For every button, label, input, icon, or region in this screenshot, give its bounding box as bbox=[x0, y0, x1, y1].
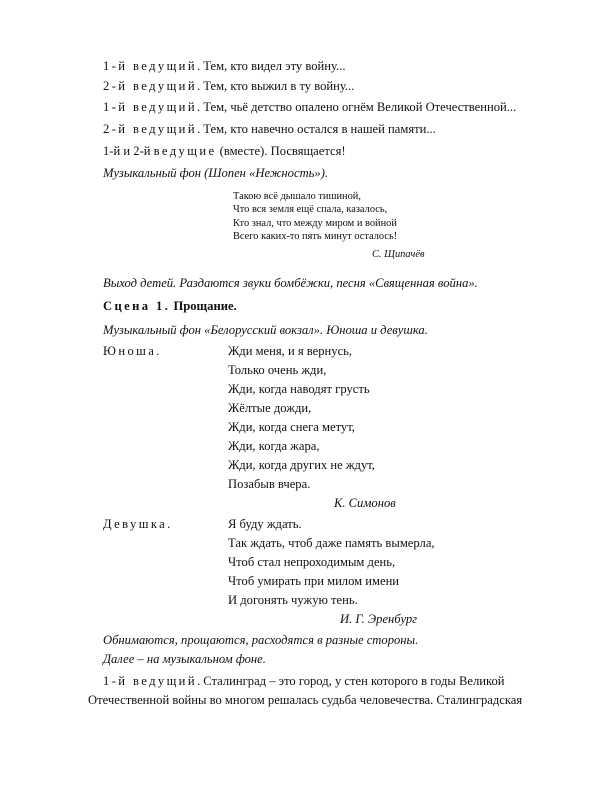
line-text: . Тем, кто навечно остался в нашей памяти... bbox=[196, 122, 436, 136]
poem-author: И. Г. Эренбург bbox=[340, 612, 418, 626]
poem-line: Жди, когда других не ждут, bbox=[228, 458, 375, 472]
line-text: . Тем, кто видел эту войну... bbox=[196, 59, 346, 73]
intro-line-5 bbox=[103, 143, 346, 159]
scene-title: Прощание. bbox=[173, 299, 237, 313]
line-text: (вместе). Посвящается! bbox=[219, 144, 346, 158]
stage-direction: Далее – на музыкальном фоне. bbox=[103, 652, 266, 666]
poem-line: И догонять чужую тень. bbox=[228, 593, 358, 607]
scene-label: Сцена 1. bbox=[103, 299, 171, 313]
line-text: . Сталинград – это город, у стен которого в годы Великой bbox=[196, 674, 505, 688]
poem-line: Жди меня, и я вернусь, bbox=[228, 344, 353, 358]
speaker: ведущие bbox=[153, 144, 217, 158]
stage-direction: Обнимаются, прощаются, расходятся в разные стороны. bbox=[103, 633, 419, 647]
speaker: 1-й ведущий bbox=[103, 674, 197, 688]
poem-line: Я буду ждать. bbox=[228, 517, 302, 531]
speaker: 1-й ведущий bbox=[103, 100, 197, 114]
poem-line: Жди, когда снега метут, bbox=[228, 420, 355, 434]
intro-line-2 bbox=[103, 78, 354, 94]
intro-line-3 bbox=[103, 99, 516, 115]
poem-line: Чтоб умирать при милом имени bbox=[228, 574, 400, 588]
epigraph-line: Такою всё дышало тишиной, bbox=[233, 191, 361, 202]
epigraph-line: Всего каких-то пять минут осталось! bbox=[233, 231, 398, 243]
poem-line: Позабыв вчера. bbox=[228, 477, 311, 491]
poem-line: Жёлтые дожди, bbox=[228, 401, 312, 415]
epigraph-line: Что вся земля ещё спала, казалось, bbox=[233, 204, 388, 216]
scene-heading bbox=[103, 298, 237, 314]
epigraph-author: С. Щипачёв bbox=[372, 249, 425, 260]
final-paragraph-line-2: Отечественной войны во многом решалась судьба человечества. Сталинградская bbox=[88, 693, 523, 707]
role-youth: Юноша. bbox=[103, 344, 162, 358]
line-text: . Тем, кто выжил в ту войну... bbox=[196, 79, 355, 93]
poem-line: Жди, когда жара, bbox=[228, 439, 320, 453]
stage-direction-exit: Выход детей. Раздаются звуки бомбёжки, песня «Священная война». bbox=[103, 276, 478, 290]
speaker-prefix: 1-й и 2-й bbox=[103, 144, 151, 158]
speaker: 2-й ведущий bbox=[103, 122, 197, 136]
poem-line: Так ждать, чтоб даже память вымерла, bbox=[228, 536, 435, 550]
music-cue-2: Музыкальный фон «Белорусский вокзал». Юноша и девушка. bbox=[103, 323, 428, 337]
poem-line: Чтоб стал непроходимым день, bbox=[228, 555, 396, 569]
intro-line-4 bbox=[103, 121, 436, 137]
line-text: . Тем, чьё детство опалено огнём Великой Отечественной... bbox=[196, 100, 517, 114]
music-cue-1: Музыкальный фон (Шопен «Нежность»). bbox=[103, 166, 329, 180]
intro-line-1 bbox=[103, 58, 346, 74]
final-paragraph-line-1 bbox=[103, 673, 572, 689]
speaker: 2-й ведущий bbox=[103, 79, 197, 93]
speaker: 1-й ведущий bbox=[103, 59, 197, 73]
poem-author: К. Симонов bbox=[334, 496, 396, 510]
poem-line: Только очень жди, bbox=[228, 363, 327, 377]
poem-line: Жди, когда наводят грусть bbox=[228, 382, 370, 396]
epigraph bbox=[233, 190, 397, 244]
epigraph-line: Кто знал, что между миром и войной bbox=[233, 217, 397, 229]
role-girl: Девушка. bbox=[103, 517, 173, 531]
